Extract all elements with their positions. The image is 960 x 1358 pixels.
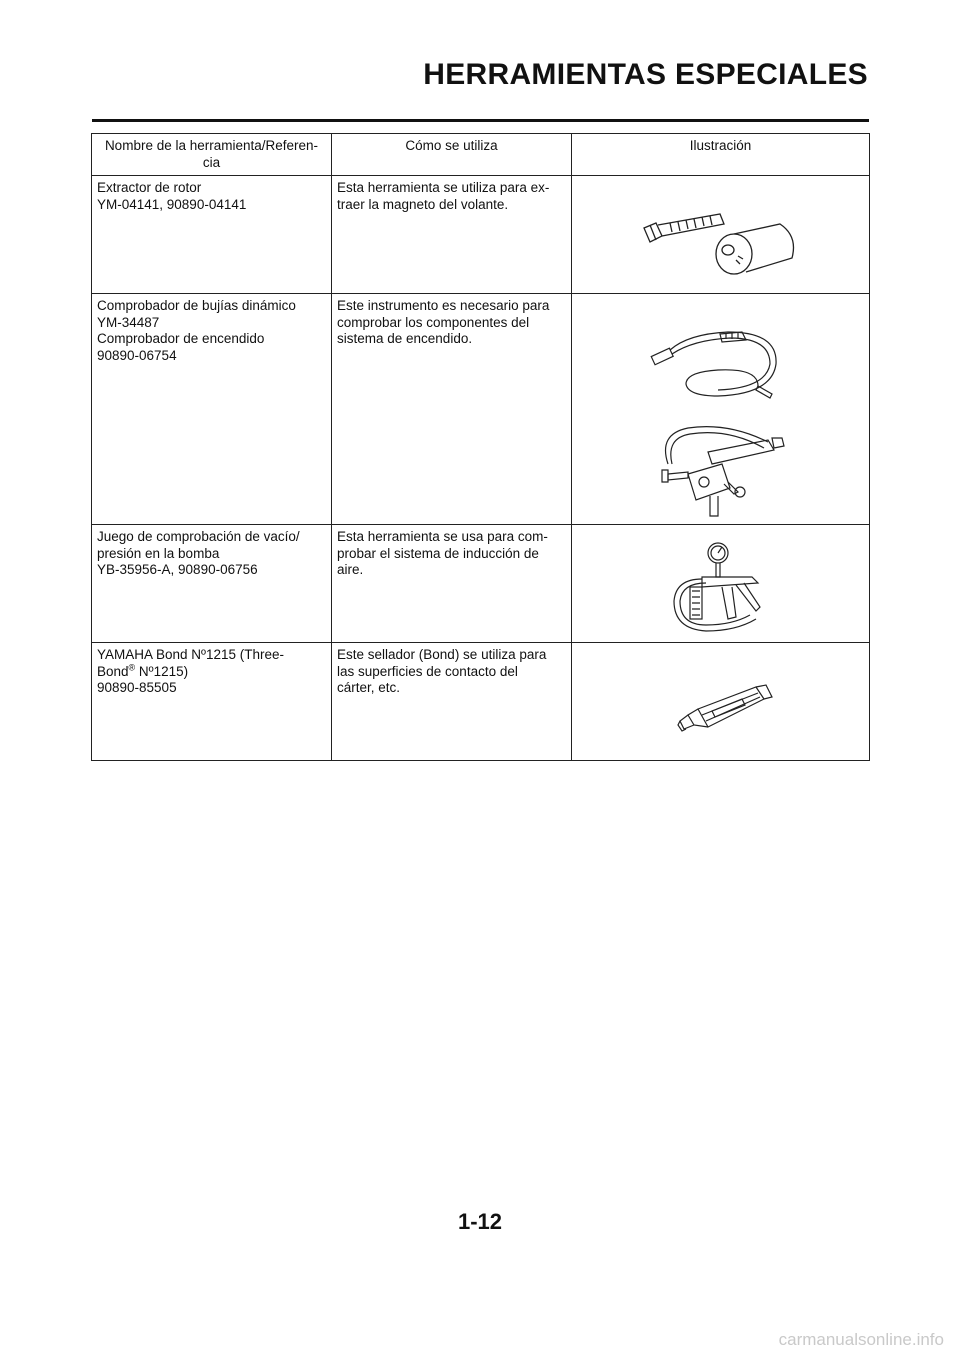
table-row	[92, 294, 870, 525]
tool-name-cell: Comprobador de bujías dinámico YM-34487 Comprobador de encendido 90890-06754	[92, 294, 332, 525]
page-title: HERRAMIENTAS ESPECIALES	[423, 58, 868, 91]
page-number: 1-12	[457, 1209, 503, 1234]
table-row	[92, 525, 870, 643]
tool-usage-cell: Este sellador (Bond) se utiliza para las superficies de contacto del cárter, etc.	[332, 643, 572, 761]
tool-name-cell: Extractor de rotor YM-04141, 90890-04141	[92, 176, 332, 294]
table-row	[92, 643, 870, 761]
illustration-cell	[572, 294, 870, 525]
tool-name-cell: YAMAHA Bond Nº1215 (Three- Bond® Nº1215) 90890-85505	[92, 643, 332, 761]
illustration-cell	[572, 176, 870, 294]
header-illustration: Ilustración	[572, 134, 870, 176]
vacuum-pump-illustration	[666, 539, 776, 635]
special-tools-table	[91, 133, 870, 761]
tool-usage-cell: Este instrumento es necesario para comprobar los componentes del sistema de encendido.	[332, 294, 572, 525]
sealant-tube-illustration	[676, 681, 776, 741]
tool-usage-cell: Esta herramienta se utiliza para ex- traer la magneto del volante.	[332, 176, 572, 294]
header-tool-name: Nombre de la herramienta/Referen- cia	[92, 134, 332, 176]
table-row	[92, 176, 870, 294]
spark-checker-illustration	[648, 324, 798, 524]
watermark: carmanualsonline.info	[778, 1330, 944, 1349]
illustration-cell	[572, 525, 870, 643]
illustration-cell	[572, 643, 870, 761]
tool-usage-cell: Esta herramienta se usa para com- probar el sistema de inducción de aire.	[332, 525, 572, 643]
tool-name-cell: Juego de comprobación de vacío/ presión en la bomba YB-35956-A, 90890-06756	[92, 525, 332, 643]
header-usage: Cómo se utiliza	[332, 134, 572, 176]
rotor-puller-illustration	[640, 206, 800, 276]
table-header-row	[92, 134, 870, 176]
title-rule	[92, 119, 869, 122]
